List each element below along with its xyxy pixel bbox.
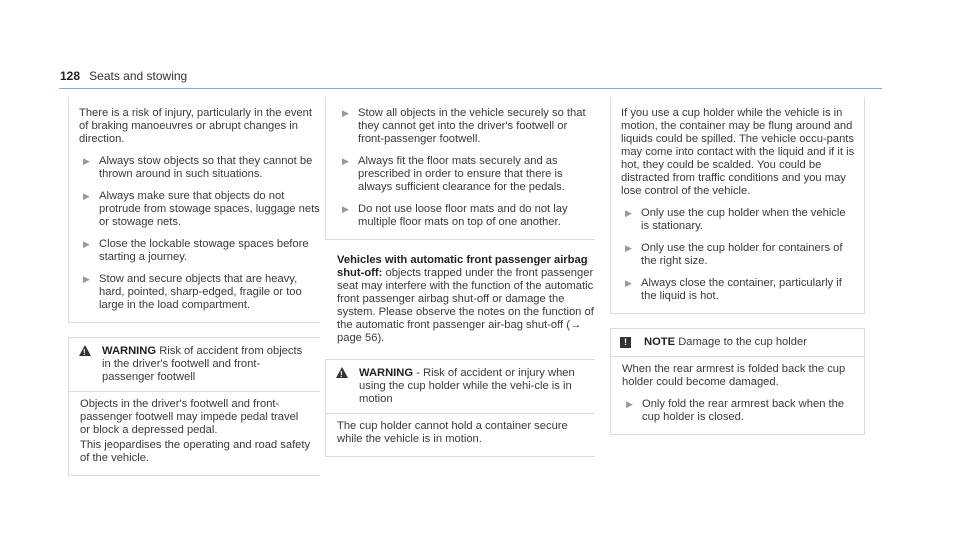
warning-box [68, 337, 320, 476]
note-box [610, 328, 865, 435]
list-item: ▶ Only use the cup holder for containers of the right size. [625, 242, 843, 267]
page-number: 128 [60, 69, 81, 83]
list-item: ▶ Stow and secure objects that are heavy, hard, pointed, sharp-edged, fragile or too large in the load compartment. [83, 273, 302, 311]
cup-warning-box [325, 359, 595, 457]
list-item: ▶ Always fit the floor mats securely and as prescribed in order to ensure that there is always sufficient clearance for the pedals. [342, 155, 565, 193]
arrow-icon: ▶ [625, 243, 632, 253]
risk-box [68, 97, 320, 323]
header-divider [59, 88, 882, 89]
warning-header: ! WARNING Risk of accident from objects in the driver's footwell and front-passenger footwell [69, 337, 320, 392]
section-title: Seats and stowing [89, 69, 188, 83]
airbag-paragraph: Vehicles with automatic front passenger airbag shut-off: objects trapped under the front passenger seat may interfere with the function of the automatic front passenger airbag shut-off or damage the system. Please observe the notes on the function of the automatic front passenger air-bag shut-off (→ page 56). [337, 254, 594, 344]
list-item: ▶ Always stow objects so that they cannot be thrown around in such situations. [83, 155, 313, 180]
note-body: When the rear armrest is folded back the cup holder could become damaged. ▶ Only fold the rear armrest back when the cup holder is closed. [611, 357, 864, 434]
cup-holder-intro: If you use a cup holder while the vehicle is in motion, the container may be flung around and liquids could be spilled. The vehicle occu-pants may come into contact with the liquid and if it is hot, they could be scalded. You could be distracted from traffic conditions and you may lose control of the vehicle. [621, 107, 855, 197]
warning-header: ! WARNING - Risk of accident or injury when using the cup holder while the vehi-cle is in motion [326, 359, 595, 414]
list-item: ▶ Only fold the rear armrest back when the cup holder is closed. [626, 398, 845, 423]
warning-icon [336, 367, 348, 378]
arrow-icon: ▶ [342, 156, 349, 166]
floor-mats-box [325, 97, 595, 240]
list-item: ▶ Close the lockable stowage spaces before starting a journey. [83, 238, 309, 263]
warning-body: Objects in the driver's footwell and front-passenger footwell may impede pedal travel or block a depressed pedal. This jeopardises the operating and road safety of the vehicle. [80, 398, 311, 464]
arrow-icon: ▶ [625, 208, 632, 218]
risk-intro: There is a risk of injury, particularly in the event of braking manoeuvres or abrupt changes in direction. [79, 107, 312, 145]
arrow-icon: ▶ [342, 108, 349, 118]
warning-body: The cup holder cannot hold a container secure while the vehicle is in motion. [337, 420, 568, 445]
column-3 [610, 97, 865, 435]
list-item: ▶ Do not use loose floor mats and do not lay multiple floor mats on top of one another. [342, 203, 568, 228]
arrow-icon: ▶ [83, 239, 90, 249]
arrow-icon: ▶ [625, 278, 632, 288]
warning-icon [79, 345, 91, 356]
cup-holder-box [610, 97, 865, 314]
list-item: ▶ Always make sure that objects do not protrude from stowage spaces, luggage nets or stowage nets. [83, 190, 320, 228]
arrow-icon: ▶ [342, 204, 349, 214]
list-item: ▶ Stow all objects in the vehicle securely so that they cannot get into the driver's footwell or front-passenger footwell. [342, 107, 586, 145]
arrow-icon: ▶ [626, 399, 633, 409]
arrow-icon: ▶ [83, 156, 90, 166]
list-item: ▶ Only use the cup holder when the vehicle is stationary. [625, 207, 846, 232]
column-1 [68, 97, 320, 476]
note-header: ! NOTE Damage to the cup holder [611, 329, 864, 357]
exclamation-icon: ! [620, 337, 631, 348]
arrow-icon: ▶ [83, 191, 90, 201]
arrow-icon: ▶ [83, 274, 90, 284]
column-2 [325, 97, 595, 457]
page-header [60, 70, 187, 84]
list-item: ▶ Always close the container, particularly if the liquid is hot. [625, 277, 842, 302]
